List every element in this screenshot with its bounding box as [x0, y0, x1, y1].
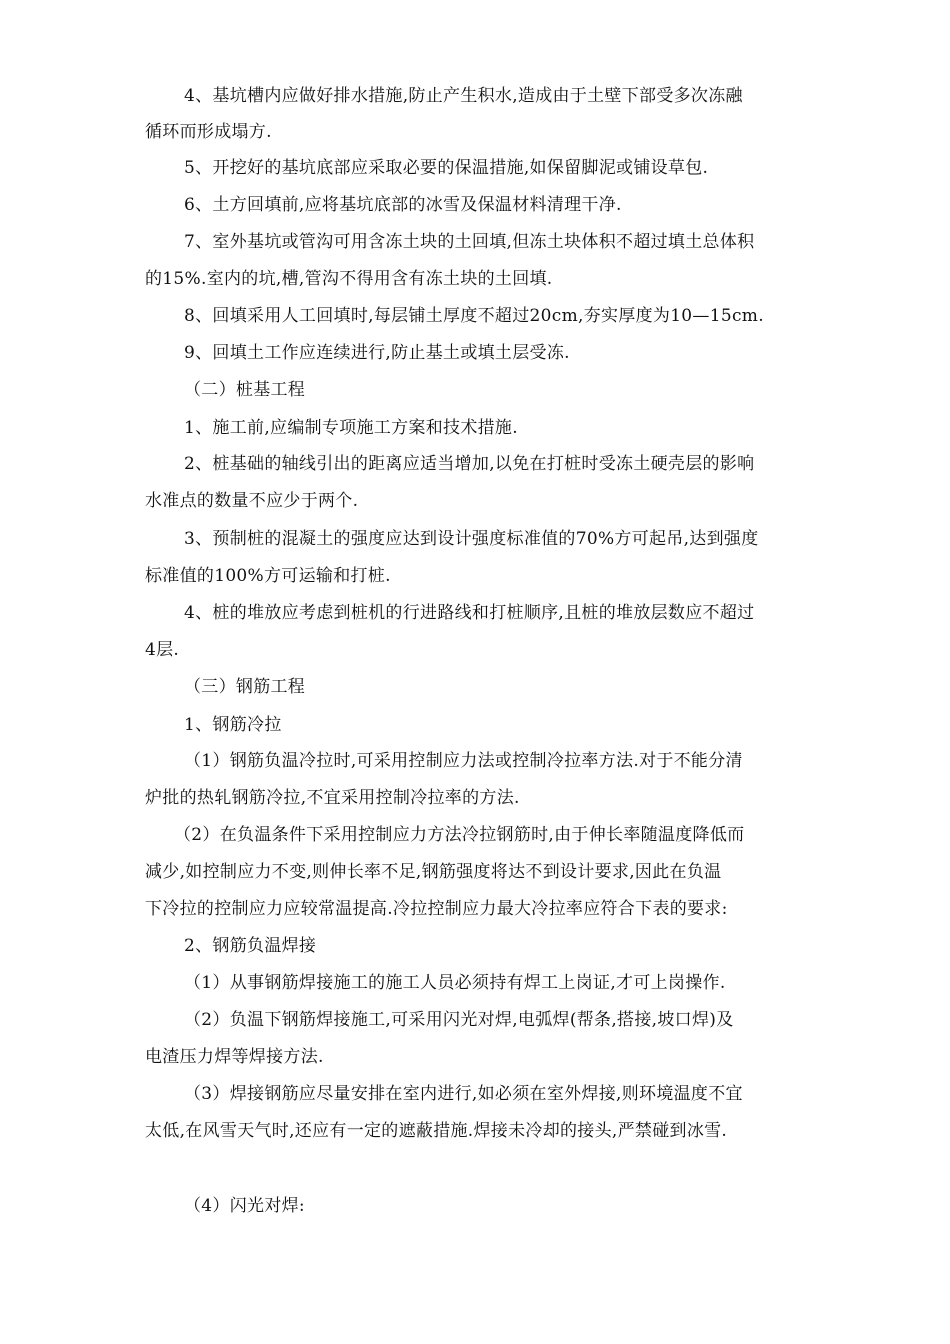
section-heading: （二）桩基工程 — [184, 380, 306, 400]
text-line: 水准点的数量不应少于两个. — [145, 491, 359, 511]
text-line: 4、基坑槽内应做好排水措施,防止产生积水,造成由于土壁下部受多次冻融 — [184, 86, 743, 106]
section-heading: （三）钢筋工程 — [184, 677, 306, 697]
text-line: 1、施工前,应编制专项施工方案和技术措施. — [184, 418, 518, 438]
text-line: 5、开挖好的基坑底部应采取必要的保温措施,如保留脚泥或铺设草包. — [184, 158, 709, 178]
text-line: 2、桩基础的轴线引出的距离应适当增加,以免在打桩时受冻土硬壳层的影响 — [184, 454, 755, 474]
text-line: 7、室外基坑或管沟可用含冻土块的土回填,但冻土块体积不超过填土总体积 — [184, 232, 755, 252]
text-line: 下冷拉的控制应力应较常温提高.冷拉控制应力最大冷拉率应符合下表的要求: — [145, 899, 728, 919]
text-line: 太低,在风雪天气时,还应有一定的遮蔽措施.焊接未冷却的接头,严禁碰到冰雪. — [145, 1121, 728, 1141]
subsection-heading: 1、钢筋冷拉 — [184, 715, 282, 735]
text-line: 的15%.室内的坑,槽,管沟不得用含有冻土块的土回填. — [145, 269, 553, 289]
text-line: 9、回填土工作应连续进行,防止基土或填土层受冻. — [184, 343, 570, 363]
subsection-heading: 2、钢筋负温焊接 — [184, 936, 317, 956]
text-line: 标准值的100%方可运输和打桩. — [145, 566, 391, 586]
text-line: 炉批的热轧钢筋冷拉,不宜采用控制冷拉率的方法. — [145, 788, 520, 808]
text-line: 循环而形成塌方. — [145, 122, 272, 142]
text-line: （1）钢筋负温冷拉时,可采用控制应力法或控制冷拉率方法.对于不能分清 — [184, 751, 743, 771]
text-line: 8、回填采用人工回填时,每层铺土厚度不超过20cm,夯实厚度为10—15cm. — [184, 306, 764, 326]
text-line: （2）负温下钢筋焊接施工,可采用闪光对焊,电弧焊(帮条,搭接,坡口焊)及 — [184, 1010, 734, 1030]
text-line: 4层. — [145, 640, 180, 660]
text-line: （2）在负温条件下采用控制应力方法冷拉钢筋时,由于伸长率随温度降低而 — [174, 825, 745, 845]
text-line: 减少,如控制应力不变,则伸长率不足,钢筋强度将达不到设计要求,因此在负温 — [145, 862, 722, 882]
text-line: 6、土方回填前,应将基坑底部的冰雪及保温材料清理干净. — [184, 195, 622, 215]
text-line: 3、预制桩的混凝土的强度应达到设计强度标准值的70%方可起吊,达到强度 — [184, 529, 759, 549]
text-line: （4）闪光对焊: — [184, 1196, 305, 1216]
text-line: （1）从事钢筋焊接施工的施工人员必须持有焊工上岗证,才可上岗操作. — [184, 973, 726, 993]
text-line: 4、桩的堆放应考虑到桩机的行进路线和打桩顺序,且桩的堆放层数应不超过 — [184, 603, 755, 623]
text-line: （3）焊接钢筋应尽量安排在室内进行,如必须在室外焊接,则环境温度不宜 — [184, 1084, 743, 1104]
text-line: 电渣压力焊等焊接方法. — [145, 1047, 324, 1067]
